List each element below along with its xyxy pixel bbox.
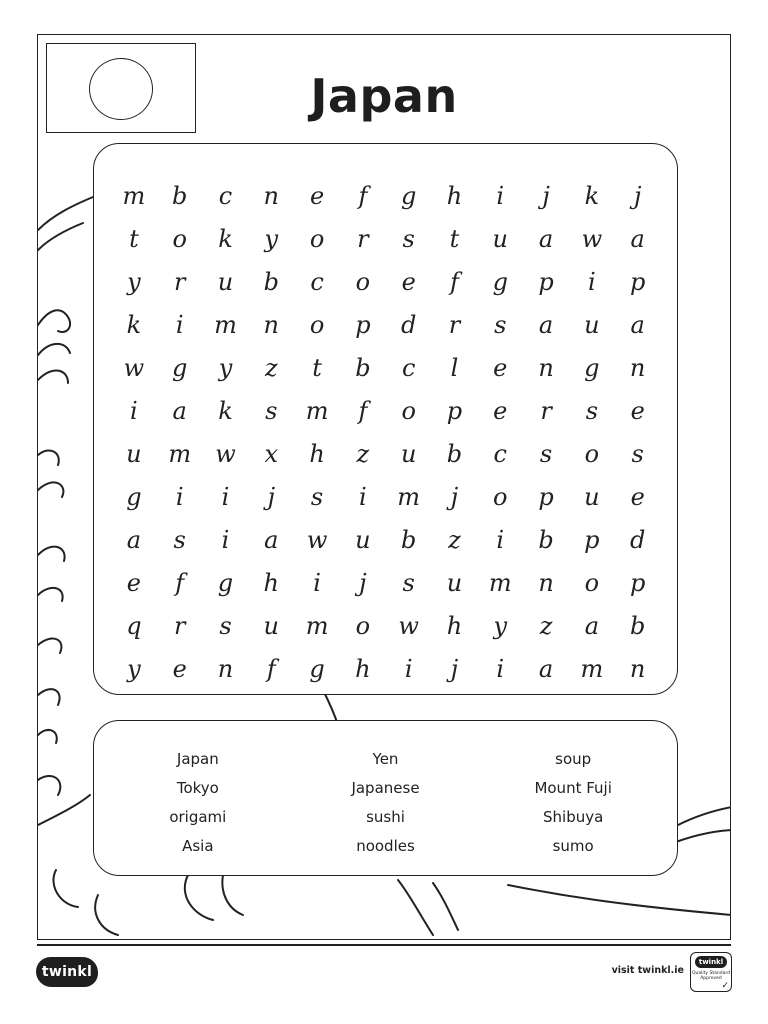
grid-letter[interactable]: g	[492, 268, 508, 296]
letter-grid	[111, 175, 660, 691]
word-list-box	[93, 720, 678, 876]
grid-letter[interactable]: o	[493, 483, 508, 511]
grid-letter[interactable]: k	[218, 225, 233, 253]
word-search-grid-box	[93, 143, 678, 695]
grid-letter[interactable]: m	[168, 440, 192, 468]
word-list-item: Mount Fuji	[534, 779, 612, 797]
grid-letter[interactable]: a	[584, 612, 600, 640]
grid-letter[interactable]: f	[358, 397, 368, 425]
grid-letter[interactable]: e	[126, 569, 141, 597]
grid-letter[interactable]: s	[631, 440, 644, 468]
grid-letter[interactable]: z	[448, 526, 461, 554]
grid-letter[interactable]: n	[538, 569, 554, 597]
grid-letter[interactable]: h	[446, 182, 463, 210]
grid-letter[interactable]: b	[172, 182, 188, 210]
grid-letter[interactable]: s	[539, 440, 553, 468]
grid-letter[interactable]: m	[122, 182, 146, 210]
word-list-item: Yen	[372, 750, 399, 768]
grid-letter[interactable]: l	[450, 354, 459, 382]
grid-letter[interactable]: b	[400, 526, 417, 554]
grid-letter[interactable]: n	[263, 311, 280, 339]
grid-letter[interactable]: z	[264, 354, 278, 382]
grid-letter[interactable]: w	[123, 354, 145, 382]
grid-letter[interactable]: n	[629, 354, 646, 382]
grid-letter[interactable]: j	[450, 483, 459, 511]
grid-letter[interactable]: a	[630, 311, 645, 339]
grid-letter[interactable]: i	[313, 569, 321, 597]
grid-letter[interactable]: d	[400, 311, 417, 339]
grid-letter[interactable]: e	[493, 397, 508, 425]
grid-letter[interactable]: p	[355, 311, 371, 339]
grid-letter[interactable]: z	[356, 440, 370, 468]
grid-letter[interactable]: j	[633, 182, 642, 210]
grid-letter[interactable]: a	[538, 311, 554, 339]
grid-letter[interactable]: f	[358, 182, 368, 210]
grid-letter[interactable]: n	[629, 655, 646, 683]
grid-letter[interactable]: y	[127, 655, 141, 683]
grid-letter[interactable]: i	[175, 483, 184, 511]
grid-letter[interactable]: h	[309, 440, 325, 468]
grid-letter[interactable]: g	[126, 483, 142, 511]
word-list-item: noodles	[356, 837, 415, 855]
grid-letter[interactable]: o	[355, 612, 371, 640]
grid-letter[interactable]: e	[493, 354, 508, 382]
grid-letter[interactable]: u	[355, 526, 371, 554]
grid-letter[interactable]: o	[172, 225, 187, 253]
check-mark-icon: ✓	[721, 981, 729, 991]
grid-letter[interactable]: i	[496, 655, 505, 683]
grid-letter[interactable]: c	[310, 268, 324, 296]
word-list-item: Asia	[182, 837, 214, 855]
grid-letter[interactable]: g	[309, 655, 325, 683]
grid-letter[interactable]: a	[538, 655, 554, 683]
grid-letter[interactable]: j	[542, 182, 550, 210]
grid-letter[interactable]: g	[400, 182, 417, 210]
grid-letter[interactable]: u	[217, 268, 234, 296]
page-title: Japan	[310, 69, 458, 123]
word-list-item: sushi	[366, 808, 405, 826]
grid-letter[interactable]: e	[630, 483, 645, 511]
grid-letter[interactable]: a	[172, 397, 187, 425]
grid-letter[interactable]: t	[312, 354, 322, 382]
grid-letter[interactable]: u	[126, 440, 142, 468]
word-list-item: sumo	[552, 837, 594, 855]
grid-letter[interactable]: o	[309, 225, 325, 253]
grid-letter[interactable]: e	[309, 182, 325, 210]
grid-letter[interactable]: i	[359, 483, 367, 511]
grid-letter[interactable]: i	[496, 526, 505, 554]
grid-letter[interactable]: h	[355, 655, 371, 683]
quality-standard-badge	[690, 952, 732, 992]
grid-letter[interactable]: q	[126, 612, 142, 640]
word-list-item: soup	[555, 750, 592, 768]
grid-letter[interactable]: e	[172, 655, 187, 683]
grid-letter[interactable]: s	[494, 311, 507, 339]
grid-letter[interactable]: p	[446, 397, 463, 425]
grid-letter[interactable]: t	[449, 225, 460, 253]
grid-letter[interactable]: j	[267, 483, 276, 511]
grid-letter[interactable]: y	[127, 268, 141, 296]
grid-letter[interactable]: n	[217, 655, 234, 683]
word-list-item: origami	[169, 808, 227, 826]
grid-letter[interactable]: p	[584, 526, 600, 554]
grid-letter[interactable]: w	[215, 440, 236, 468]
word-list-item: Tokyo	[176, 779, 219, 797]
grid-letter[interactable]: z	[539, 612, 553, 640]
footer-divider	[37, 944, 731, 946]
grid-letter[interactable]: m	[580, 655, 604, 683]
grid-letter[interactable]: k	[126, 311, 142, 339]
grid-letter[interactable]: y	[493, 612, 508, 640]
grid-letter[interactable]: s	[265, 397, 278, 425]
grid-letter[interactable]: u	[492, 225, 508, 253]
grid-letter[interactable]: b	[446, 440, 463, 468]
grid-letter[interactable]: s	[219, 612, 232, 640]
grid-letter[interactable]: s	[402, 569, 415, 597]
grid-letter[interactable]: r	[357, 225, 369, 253]
grid-letter[interactable]: p	[629, 569, 646, 597]
grid-letter[interactable]: b	[355, 354, 371, 382]
grid-letter[interactable]: e	[630, 397, 645, 425]
twinkl-logo[interactable]: twinkl	[36, 957, 98, 987]
grid-letter[interactable]: s	[585, 397, 599, 425]
grid-letter[interactable]: r	[540, 397, 552, 425]
grid-letter[interactable]: k	[218, 397, 233, 425]
grid-letter[interactable]: u	[263, 612, 280, 640]
grid-letter[interactable]: y	[218, 354, 233, 382]
grid-letter[interactable]: c	[218, 182, 233, 210]
grid-letter[interactable]: j	[450, 655, 459, 683]
grid-letter[interactable]: w	[581, 225, 603, 253]
grid-letter[interactable]: i	[221, 526, 230, 554]
grid-letter[interactable]: s	[310, 483, 324, 511]
grid-letter[interactable]: f	[450, 268, 459, 296]
grid-letter[interactable]: b	[538, 526, 554, 554]
grid-letter[interactable]: f	[175, 569, 185, 597]
grid-letter[interactable]: r	[173, 268, 186, 296]
grid-letter[interactable]: s	[402, 225, 415, 253]
word-list-item: Shibuya	[543, 808, 604, 826]
grid-letter[interactable]: a	[126, 526, 142, 554]
word-list	[104, 745, 667, 861]
grid-letter[interactable]: c	[401, 354, 416, 382]
grid-letter[interactable]: b	[263, 268, 279, 296]
grid-letter[interactable]: x	[264, 440, 279, 468]
grid-letter[interactable]: d	[629, 526, 646, 554]
grid-letter[interactable]: o	[309, 311, 325, 339]
grid-letter[interactable]: i	[221, 483, 230, 511]
grid-letter[interactable]: o	[584, 440, 600, 468]
grid-letter[interactable]: i	[130, 397, 138, 425]
grid-letter[interactable]: g	[584, 354, 600, 382]
grid-letter[interactable]: u	[400, 440, 417, 468]
grid-letter[interactable]: g	[217, 569, 234, 597]
grid-letter[interactable]: h	[263, 569, 280, 597]
grid-letter[interactable]: m	[305, 612, 329, 640]
grid-letter[interactable]: r	[448, 311, 461, 339]
grid-letter[interactable]: i	[404, 655, 413, 683]
grid-letter[interactable]: u	[446, 569, 463, 597]
grid-letter[interactable]: p	[538, 268, 554, 296]
grid-letter[interactable]: m	[397, 483, 421, 511]
grid-letter[interactable]: p	[629, 268, 646, 296]
grid-letter[interactable]: j	[359, 569, 367, 597]
grid-letter[interactable]: f	[266, 655, 276, 683]
grid-letter[interactable]: n	[538, 354, 554, 382]
grid-letter[interactable]: o	[355, 268, 371, 296]
grid-letter[interactable]: g	[172, 354, 188, 382]
grid-letter[interactable]: n	[263, 182, 280, 210]
grid-letter[interactable]: k	[584, 182, 600, 210]
grid-letter[interactable]: p	[538, 483, 554, 511]
grid-letter[interactable]: m	[214, 311, 237, 339]
grid-letter[interactable]: h	[446, 612, 463, 640]
word-list-item: Japanese	[351, 779, 420, 797]
grid-letter[interactable]: w	[306, 526, 328, 554]
grid-letter[interactable]: i	[588, 268, 596, 296]
word-list-item: Japan	[176, 750, 219, 768]
grid-letter[interactable]: a	[630, 225, 645, 253]
grid-letter[interactable]: a	[264, 526, 279, 554]
badge-caption: Quality Standard Approved	[692, 971, 730, 981]
grid-letter[interactable]: u	[584, 311, 600, 339]
grid-letter[interactable]: m	[488, 569, 512, 597]
visit-website-link[interactable]: visit twinkl.ie	[611, 965, 684, 976]
grid-letter[interactable]: w	[398, 612, 419, 640]
grid-letter[interactable]: i	[496, 182, 505, 210]
grid-letter[interactable]: o	[401, 397, 416, 425]
grid-letter[interactable]: e	[401, 268, 416, 296]
grid-letter[interactable]: i	[175, 311, 184, 339]
grid-letter[interactable]: s	[173, 526, 186, 554]
worksheet-frame	[37, 34, 731, 940]
grid-letter[interactable]: r	[173, 612, 186, 640]
grid-letter[interactable]: u	[584, 483, 600, 511]
grid-letter[interactable]: a	[538, 225, 554, 253]
grid-letter[interactable]: o	[584, 569, 600, 597]
grid-letter[interactable]: c	[493, 440, 507, 468]
badge-brand: twinkl	[695, 956, 727, 968]
grid-letter[interactable]: b	[629, 612, 646, 640]
grid-letter[interactable]: t	[129, 225, 139, 253]
grid-letter[interactable]: m	[305, 397, 329, 425]
grid-letter[interactable]: y	[264, 225, 279, 253]
